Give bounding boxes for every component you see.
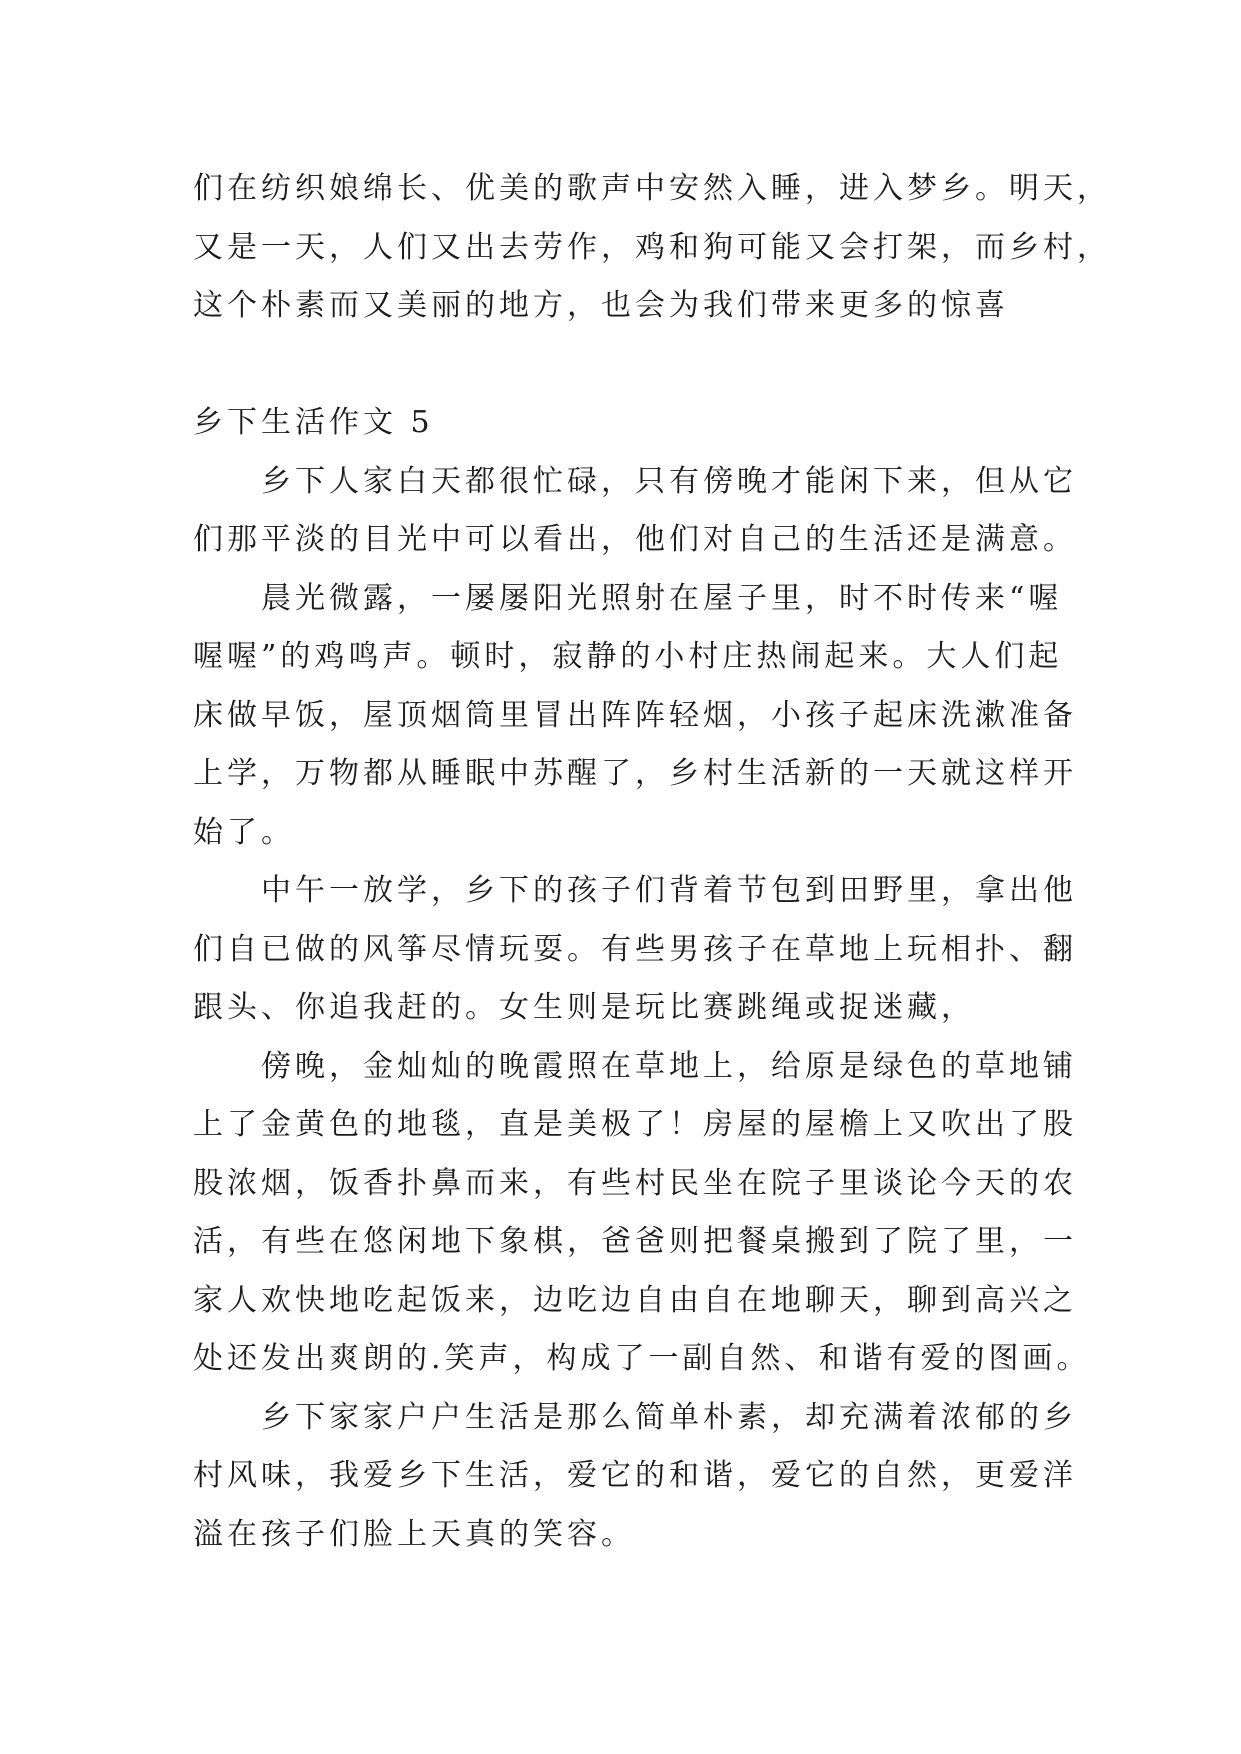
- text-line: 中午一放学，乡下的孩子们背着节包到田野里，拿出他: [261, 873, 1077, 908]
- text-line: 床做早饭，屋顶烟筒里冒出阵阵轻烟，小孩子起床洗漱准备: [193, 697, 1077, 733]
- text-line: 始了。: [193, 814, 295, 850]
- blank-line: [193, 336, 1193, 395]
- text-line: 上了金黄色的地毯，直是美极了！房屋的屋檐上又吹出了股: [193, 1107, 1077, 1142]
- text-line: 处还发出爽朗的.笑声，构成了一副自然、和谐有爱的图画。: [193, 1341, 1091, 1376]
- text-line: 们那平淡的目光中可以看出，他们对自己的生活还是满意。: [193, 522, 1077, 557]
- paragraph: [193, 1389, 1193, 1565]
- text-line: 们自已做的风筝尽情玩耍。有些男孩子在草地上玩相扑、翻: [193, 931, 1077, 967]
- text-line: 活，有些在悠闲地下象棋，爸爸则把餐桌搬到了院了里，一: [193, 1224, 1077, 1259]
- text-line: 上学，万物都从睡眠中苏醒了，乡村生活新的一天就这样开: [193, 756, 1077, 791]
- paragraph: [193, 862, 1193, 1038]
- paragraph: [193, 1038, 1193, 1389]
- text-line: 家人欢快地吃起饭来，边吃边自由自在地聊天，聊到高兴之: [193, 1282, 1077, 1318]
- text-line: 傍晚，金灿灿的晚霞照在草地上，给原是绿色的草地铺: [261, 1048, 1077, 1084]
- text-line: 村风味，我爱乡下生活，爱它的和谐，爱它的自然，更爱洋: [193, 1458, 1077, 1493]
- section-title: 乡下生活作文 5: [193, 405, 434, 440]
- text-line: 晨光微露，一屡屡阳光照射在屋子里，时不时传来“喔: [261, 580, 1063, 616]
- text-line: 跟头、你追我赶的。女生则是玩比赛跳绳或捉迷藏，: [193, 990, 975, 1025]
- paragraph: [193, 453, 1193, 570]
- paragraph: [193, 570, 1193, 863]
- text-line: 股浓烟，饭香扑鼻而来，有些村民坐在院子里谈论今天的农: [193, 1165, 1077, 1201]
- text-line: 们在纺织娘绵长、优美的歌声中安然入睡，进入梦乡。明天，: [193, 171, 1111, 206]
- text-line: 溢在孩子们脸上天真的笑容。: [193, 1516, 635, 1552]
- text-line: 乡下家家户户生活是那么简单朴素，却充满着浓郁的乡: [261, 1399, 1077, 1435]
- text-line: 喔喔”的鸡鸣声。顿时，寂静的小村庄热闹起来。大人们起: [193, 639, 1063, 674]
- document-page: [193, 160, 1193, 1564]
- text-line: 又是一天，人们又出去劳作，鸡和狗可能又会打架，而乡村，: [193, 229, 1111, 265]
- text-line: 乡下人家白天都很忙碌，只有傍晚才能闲下来，但从它: [261, 463, 1077, 499]
- continued-paragraph: [193, 160, 1193, 336]
- text-line: 这个朴素而又美丽的地方，也会为我们带来更多的惊喜: [193, 288, 1009, 323]
